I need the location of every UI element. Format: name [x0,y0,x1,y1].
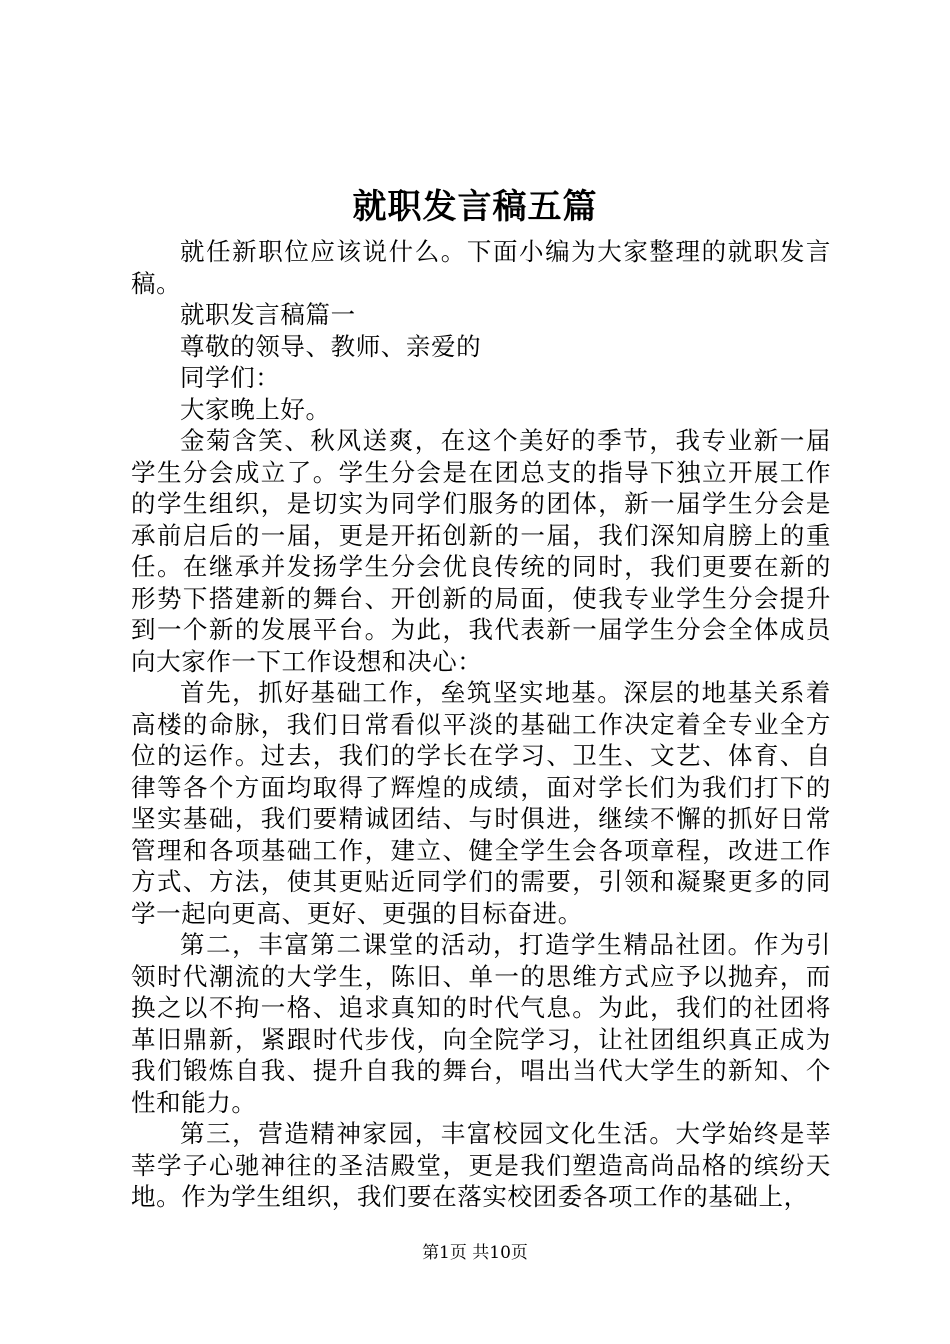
document-title: 就职发言稿五篇 [352,187,598,227]
document-body [131,236,831,1213]
paragraph-body-1: 金菊含笑、秋风送爽，在这个美好的季节，我专业新一届学生分会成立了。学生分会是在团总支的指导下独立开展工作的学生组织，是切实为同学们服务的团体，新一届学生分会是承前启后的一届，更是开拓创新的一届，我们深知肩膀上的重任。在继承并发扬学生分会优良传统的同时，我们更要在新的形势下搭建新的舞台、开创新的局面，使我专业学生分会提升到一个新的发展平台。为此，我代表新一届学生分会全体成员向大家作一下工作设想和决心： [131,426,831,676]
paragraph-body-2: 首先，抓好基础工作，垒筑坚实地基。深层的地基关系着高楼的命脉，我们日常看似平淡的基础工作决定着全专业全方位的运作。过去，我们的学长在学习、卫生、文艺、体育、自律等各个方面均取得了辉煌的成绩，面对学长们为我们打下的坚实基础，我们要精诚团结、与时俱进，继续不懈的抓好日常管理和各项基础工作，建立、健全学生会各项章程，改进工作方式、方法，使其更贴近同学们的需要，引领和凝聚更多的同学一起向更高、更好、更强的目标奋进。 [131,678,831,928]
paragraph-body-4: 第三，营造精神家园，丰富校园文化生活。大学始终是莘莘学子心驰神往的圣洁殿堂，更是我们塑造高尚品格的缤纷天地。作为学生组织，我们要在落实校团委各项工作的基础上， [131,1119,831,1211]
page-number-footer: 第1页 共10页 [422,1243,528,1263]
paragraph-salutation-cont: 同学们： [180,363,281,392]
paragraph-intro: 就任新职位应该说什么。下面小编为大家整理的就职发言稿。 [131,237,831,298]
paragraph-section-heading: 就职发言稿篇一 [180,300,356,329]
paragraph-body-3: 第二，丰富第二课堂的活动，打造学生精品社团。作为引领时代潮流的大学生，陈旧、单一的思维方式应予以抛弃，而换之以不拘一格、追求真知的时代气息。为此，我们的社团将革旧鼎新，紧跟时代步伐，向全院学习，让社团组织真正成为我们锻炼自我、提升自我的舞台，唱出当代大学生的新知、个性和能力。 [131,930,831,1117]
paragraph-salutation: 尊敬的领导、教师、亲爱的 [180,331,482,361]
paragraph-greeting: 大家晚上好。 [180,394,331,424]
